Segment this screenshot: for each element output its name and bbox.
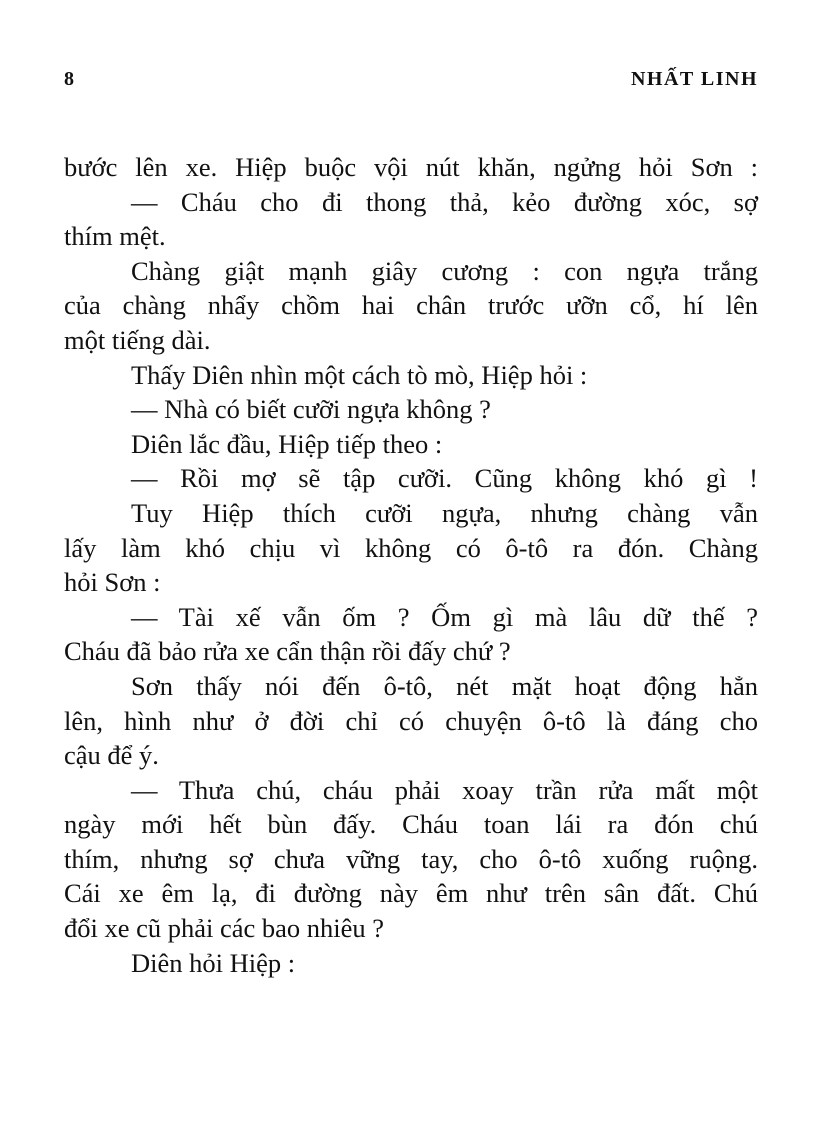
text-line: thím mệt. bbox=[64, 221, 166, 252]
text-line: Chàng giật mạnh giây cương : con ngựa trắng bbox=[131, 255, 758, 286]
text-line: ngày mới hết bùn đấy. Cháu toan lái ra đón chú bbox=[64, 809, 758, 840]
text-line: Sơn thấy nói đến ô-tô, nét mặt hoạt động hẳn bbox=[131, 670, 758, 701]
text-line: — Thưa chú, cháu phải xoay trần rửa mất một bbox=[131, 774, 758, 805]
text-line: — Rồi mợ sẽ tập cưỡi. Cũng không khó gì ! bbox=[131, 463, 758, 494]
text-line: Cháu đã bảo rửa xe cẩn thận rồi đấy chứ ? bbox=[64, 636, 511, 667]
text-line: hỏi Sơn : bbox=[64, 567, 161, 598]
text-line: Tuy Hiệp thích cưỡi ngựa, nhưng chàng vẫn bbox=[131, 497, 758, 528]
text-line: một tiếng dài. bbox=[64, 324, 211, 355]
text-line: của chàng nhẩy chồm hai chân trước ưỡn cổ, hí lên bbox=[64, 290, 758, 321]
text-line: thím, nhưng sợ chưa vững tay, cho ô-tô xuống ruộng. bbox=[64, 843, 758, 874]
text-line: Thấy Diên nhìn một cách tò mò, Hiệp hỏi : bbox=[131, 359, 588, 390]
text-line: — Cháu cho đi thong thả, kẻo đường xóc, sợ bbox=[131, 186, 758, 217]
page-header bbox=[64, 68, 758, 98]
text-line: Diên hỏi Hiệp : bbox=[131, 947, 296, 978]
text-line: cậu để ý. bbox=[64, 740, 159, 771]
text-line: bước lên xe. Hiệp buộc vội nút khăn, ngửng hỏi Sơn : bbox=[64, 152, 758, 182]
text-line: lấy làm khó chịu vì không có ô-tô ra đón. Chàng bbox=[64, 532, 758, 563]
running-head-author: NHẤT LINH bbox=[630, 68, 758, 90]
text-line: — Tài xế vẫn ốm ? Ốm gì mà lâu dữ thế ? bbox=[131, 601, 758, 632]
text-line: — Nhà có biết cưỡi ngựa không ? bbox=[131, 394, 491, 425]
text-line: đổi xe cũ phải các bao nhiêu ? bbox=[64, 913, 385, 944]
body-text bbox=[64, 150, 758, 980]
text-line: lên, hình như ở đời chỉ có chuyện ô-tô là đáng cho bbox=[64, 705, 758, 736]
text-line: Diên lắc đầu, Hiệp tiếp theo : bbox=[131, 428, 443, 459]
text-line: Cái xe êm lạ, đi đường này êm như trên sân đất. Chú bbox=[64, 878, 758, 909]
page-number: 8 bbox=[64, 68, 74, 90]
